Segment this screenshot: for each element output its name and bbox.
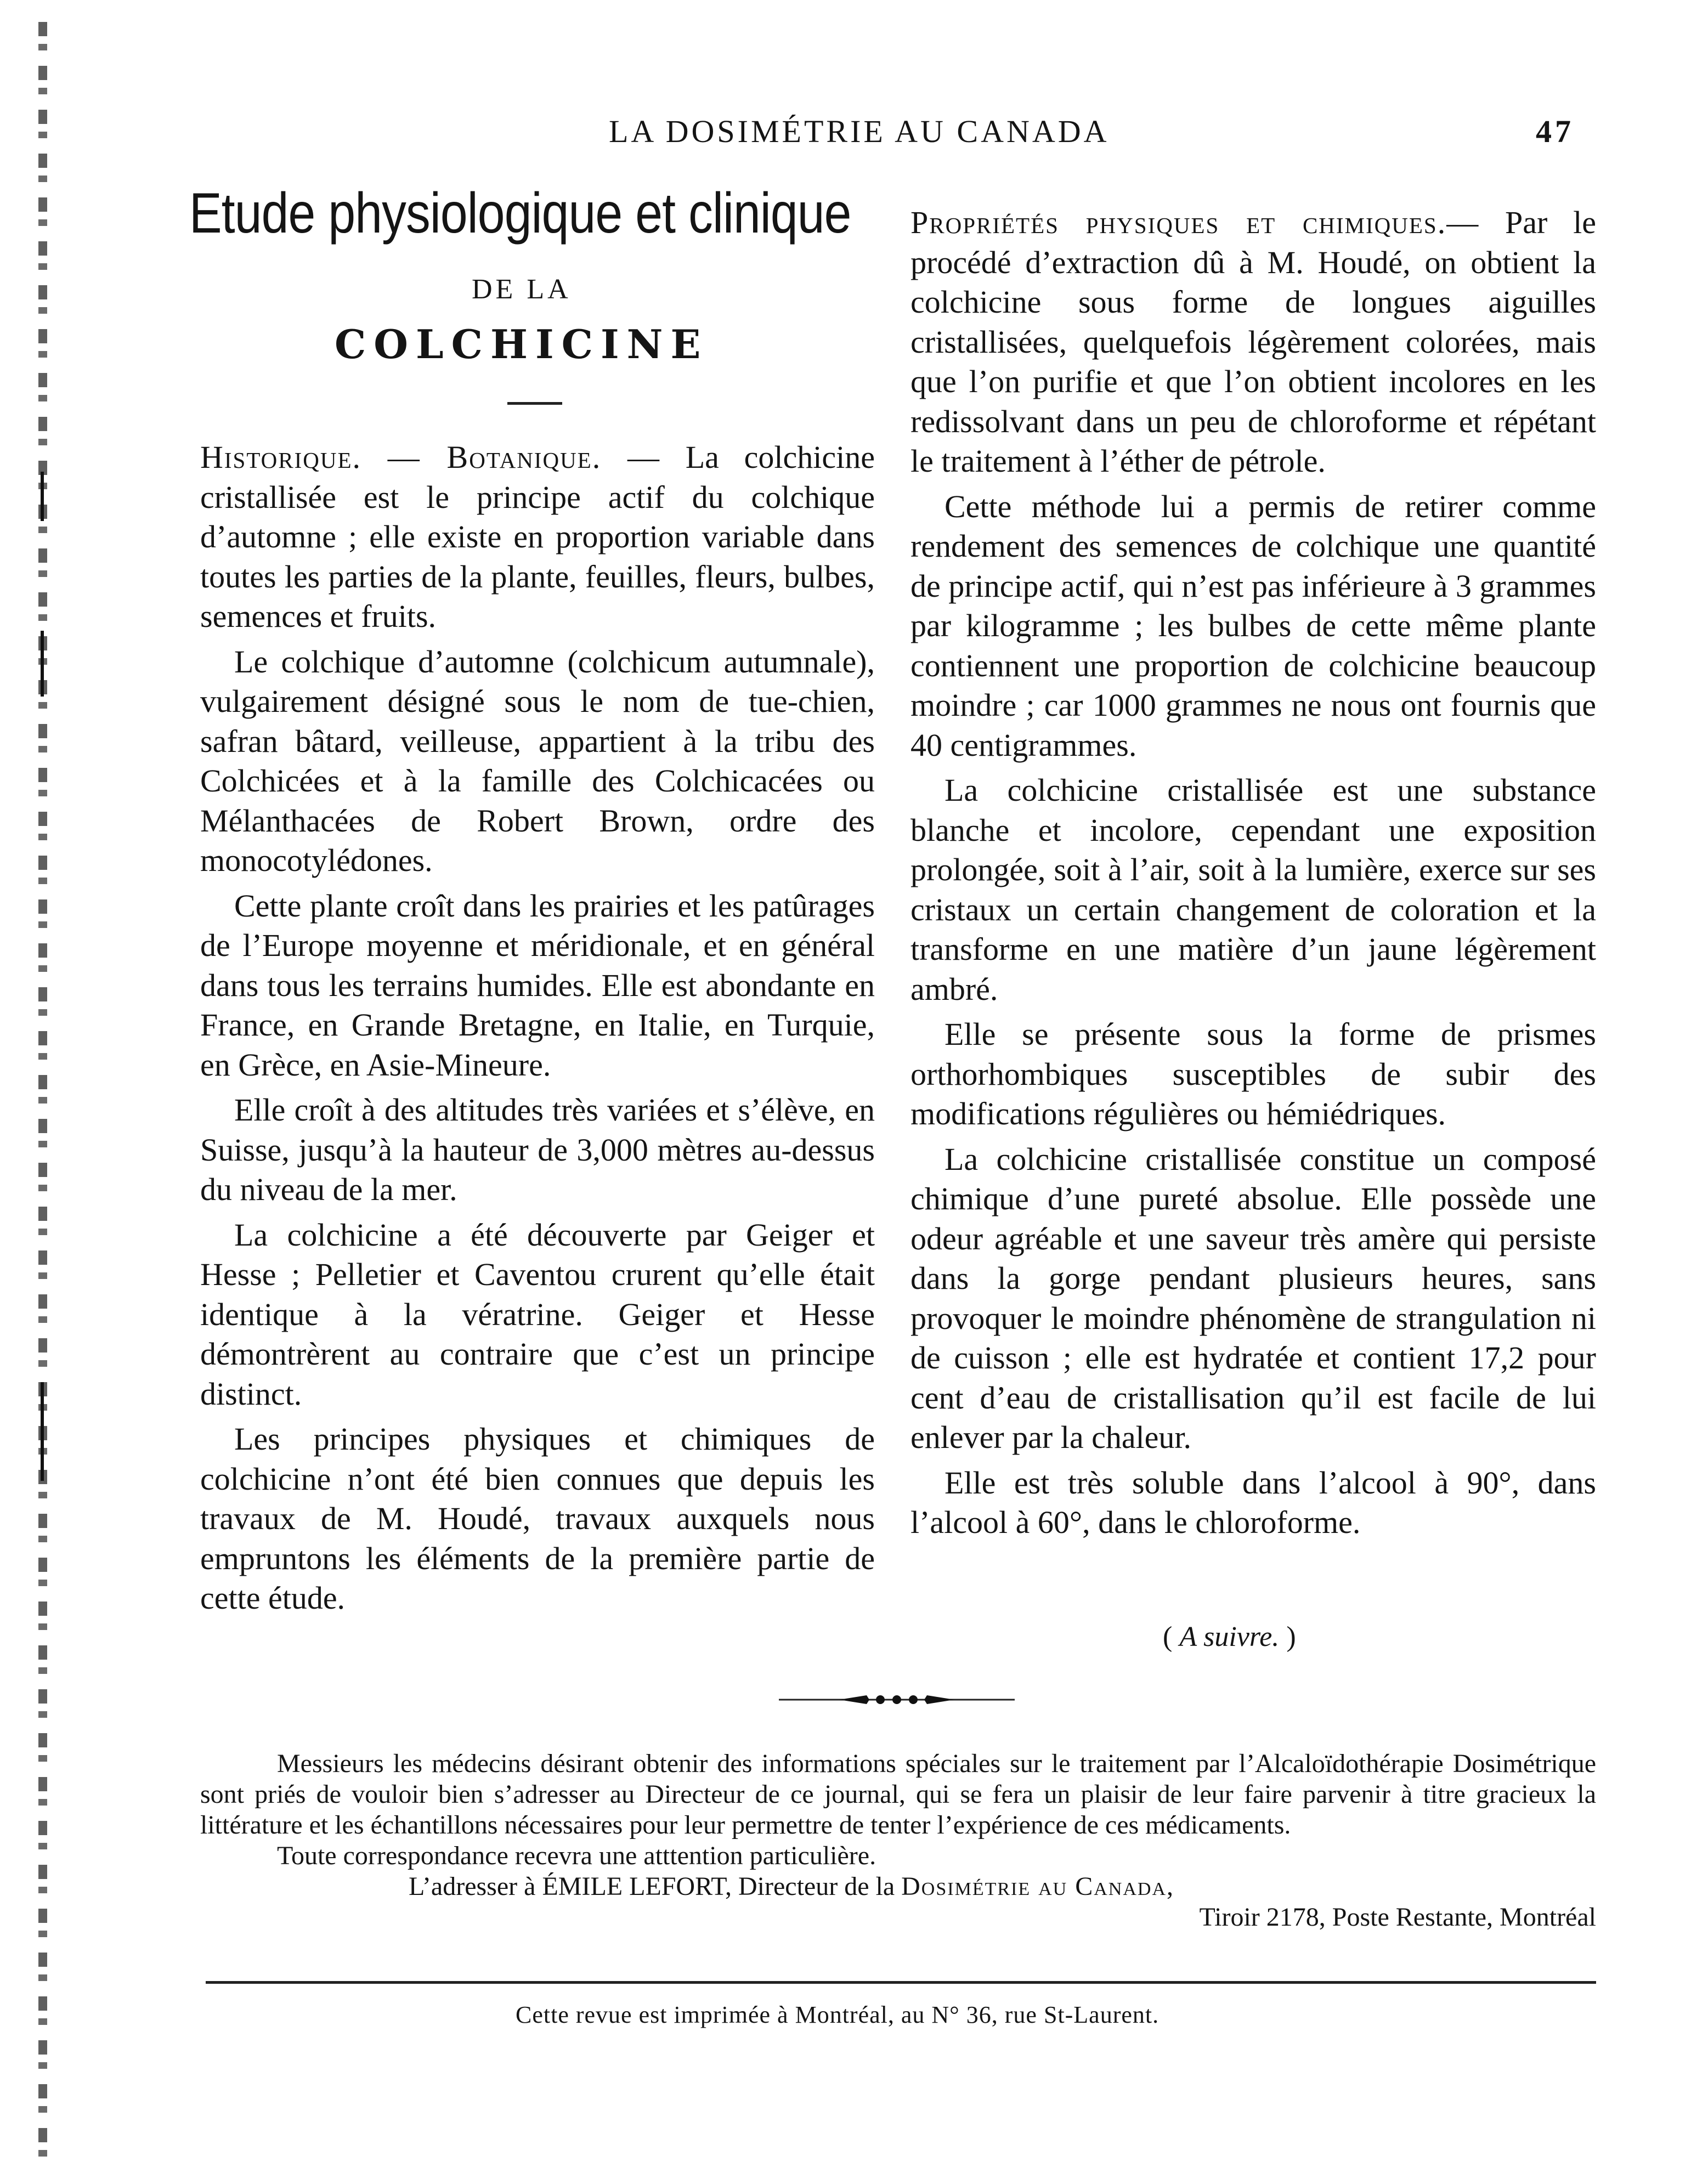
binding-edge <box>38 22 47 2161</box>
paragraph-text: Elle est très soluble dans l’alcool à 90°, dans l’alcool à 60°, dans le chloroforme. <box>910 1464 1596 1540</box>
paragraph-text: Cette méthode lui a permis de retirer comme rendement des semences de colchique une quantité de principe actif, qui n’est pas inférieure à 3 grammes par kilogramme ; les bulbes de cette même plante contiennent une proportion de colchicine beaucoup moindre ; car 1000 grammes ne nous ont fournis que 40 centigrammes. <box>910 488 1596 763</box>
running-head: LA DOSIMÉTRIE AU CANADA <box>609 114 1110 149</box>
paragraph <box>200 1215 875 1414</box>
paragraph-text: La colchicine cristallisée constitue un composé chimique d’une pureté absolue. Elle possède une odeur agréable et une saveur très amère qui persiste dans la gorge pendant plusieurs heures, sans provoquer le moindre phénomène de strangulation ni de cuisson ; elle est hydratée et contient 17,2 pour cent d’eau de cristallisation qu’il est facile de lui enlever par la chaleur. <box>910 1141 1596 1455</box>
paragraph <box>910 203 1596 482</box>
paragraph <box>200 1419 875 1619</box>
paragraph-text: La colchicine cristallisée est le principe actif du colchique d’automne ; elle existe en proportion variable dans toutes les parties de la plante, feuilles, fleurs, bulbes, semences et fruits. <box>200 439 875 634</box>
paragraph <box>910 1140 1596 1458</box>
paragraph <box>200 886 875 1085</box>
notice <box>200 1748 1596 1933</box>
article-subtitle-prefix: DE LA <box>472 274 572 305</box>
paragraph-text: Le colchique d’automne (colchicum autumnale), vulgairement désigné sous le nom de tue-chien, safran bâtard, veilleuse, appartient à la tribu des Colchicées et à la famille des Colchicacées ou Mélanthacées de Robert Brown, ordre des monocotylédones. <box>200 643 875 878</box>
title-rule <box>507 402 562 405</box>
paragraph-text: Par le procédé d’extraction dû à M. Houdé, on obtient la colchicine sous forme de longues aiguilles cristallisées, quelquefois légèrement colorées, mais que l’on purifie et que l’on obtient incolores en les redissolvant dans un peu de chloroforme et répétant le traitement à l’éther de pétrole. <box>910 205 1596 479</box>
journal-name: Dosimétrie au Canada <box>901 1872 1167 1901</box>
article-subtitle: COLCHICINE <box>335 321 709 367</box>
paragraph-text: Elle se présente sous la forme de prismes orthorhombiques susceptibles de subir des modifications régulières ou hémiédriques. <box>910 1016 1596 1131</box>
footer-rule <box>206 1981 1596 1984</box>
paragraph <box>910 1015 1596 1134</box>
paragraph <box>910 771 1596 1009</box>
ornament-divider <box>779 1692 1015 1705</box>
paragraph <box>200 438 875 637</box>
paragraph-text: Elle croît à des altitudes très variées et s’élève, en Suisse, jusqu’à la hauteur de 3,000 mètres au-dessus du niveau de la mer. <box>200 1092 875 1207</box>
article-title: Etude physiologique et clinique <box>189 182 851 245</box>
notice-address-line: Tiroir 2178, Poste Restante, Montréal <box>1199 1903 1596 1932</box>
director-name: ÉMILE LEFORT <box>542 1872 725 1901</box>
notice-paragraph: Messieurs les médecins désirant obtenir des informations spéciales sur le traitement par l’Alcaloïdothérapie Dosimétrique sont priés de vouloir bien s’adresser au Directeur de ce journal, qui se fera un plaisir de leur faire parvenir à titre gracieux la littérature et les échantillons nécessaires pour leur permettre de tenter l’expérience de ces médicaments. <box>200 1749 1596 1840</box>
to-be-continued: ( A suivre. ) <box>1163 1621 1296 1653</box>
printer-footer: Cette revue est imprimée à Montréal, au N° 36, rue St-Laurent. <box>516 2001 1160 2028</box>
paragraph-text: Les principes physiques et chimiques de colchicine n’ont été bien connues que depuis les travaux de M. Houdé, travaux auxquels nous empruntons les éléments de la première partie de cette étude. <box>200 1421 875 1616</box>
paragraph <box>200 1090 875 1210</box>
binding-mark <box>41 472 44 521</box>
paragraph-text: La colchicine a été découverte par Geiger et Hesse ; Pelletier et Caventou crurent qu’elle était identique à la vératrine. Geiger et Hesse démontrèrent au contraire que c’est un principe distinct. <box>200 1216 875 1412</box>
section-lead: Historique. — Botanique. — <box>200 439 660 475</box>
to-be-continued-text: A suivre. <box>1179 1621 1280 1653</box>
right-column <box>910 203 1596 1543</box>
binding-mark <box>41 631 44 697</box>
notice-correspondence: Toute correspondance recevra une atttention particulière. <box>277 1841 876 1870</box>
paragraph-text: La colchicine cristallisée est une substance blanche et incolore, cependant une exposition prolongée, soit à l’air, soit à la lumière, exerce sur ses cristaux un certain changement de coloration et la transforme en une matière d’un jaune légèrement ambré. <box>910 772 1596 1007</box>
notice-address-line: L’adresser à ÉMILE LEFORT, Directeur de la Dosimétrie au Canada, <box>409 1872 1174 1901</box>
section-lead: Propriétés physiques et chimiques.— <box>910 205 1480 240</box>
binding-mark <box>41 1382 44 1481</box>
paragraph <box>910 487 1596 766</box>
paragraph <box>910 1463 1596 1543</box>
left-column <box>200 438 875 1619</box>
paragraph-text: Cette plante croît dans les prairies et les patûrages de l’Europe moyenne et méridionale, et en général dans tous les terrains humides. Elle est abondante en France, en Grande Bretagne, en Italie, en Turquie, en Grèce, en Asie-Mineure. <box>200 887 875 1083</box>
paragraph <box>200 642 875 881</box>
page-number: 47 <box>1536 114 1574 149</box>
